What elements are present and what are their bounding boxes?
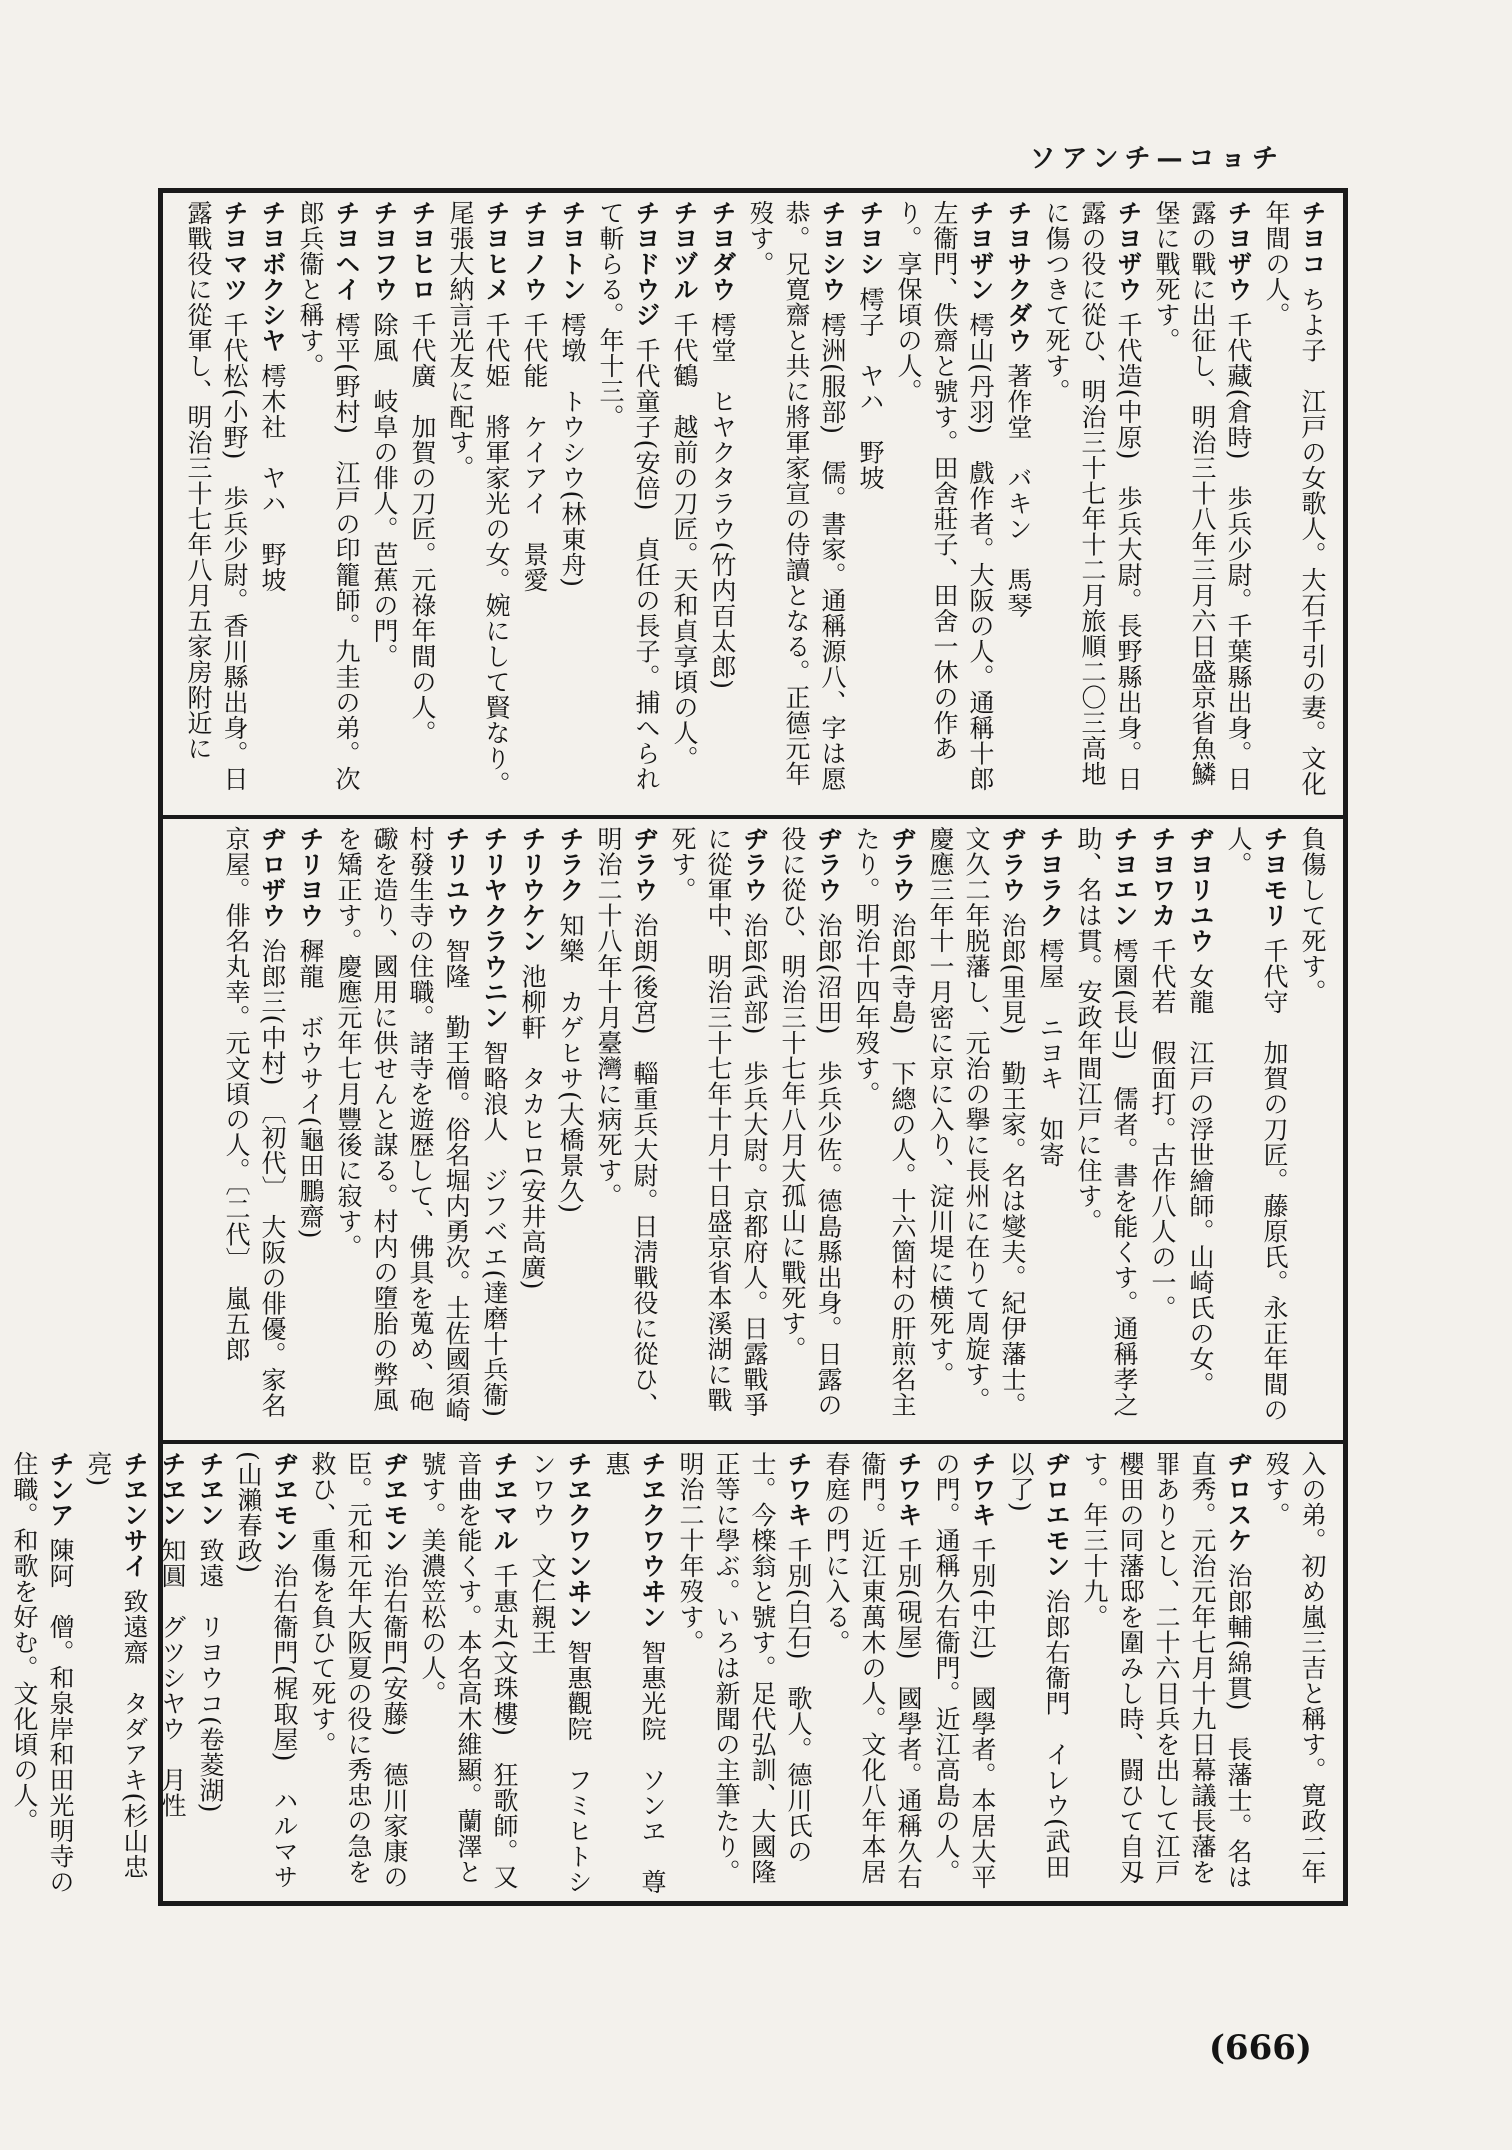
entry-text: 智惠光院 ソンヱ 尊惠	[602, 1451, 667, 1895]
entry-text: 樗子 ヤハ 野坡	[856, 286, 885, 491]
entry-column	[1148, 200, 1256, 808]
entry-text: 除風 岐阜の俳人。芭蕉の門。	[370, 312, 399, 669]
entry-column	[852, 200, 888, 808]
entry-column	[476, 826, 512, 1432]
entry-headword-kana: チヨトン	[558, 200, 587, 302]
entry-text: 樗墩 トウシウ(林東舟)	[558, 312, 587, 588]
entry-headword-kana: チヱン	[196, 1451, 225, 1528]
entry-headword-kana: チワキ	[894, 1451, 923, 1528]
entry-column	[6, 1451, 78, 1897]
entry-text: 千別(硯屋) 國學者。通稱久右衞門。近江東萬木の人。文化八年本居春庭の門に入る。	[822, 1451, 923, 1890]
entry-text: 治郎三(中村) 〔初代〕 大阪の俳優。家名京屋。俳名丸幸。元文頃の人。〔二代〕 嵐五郎	[222, 826, 287, 1419]
entry-headword-kana: チヨヒロ	[408, 200, 437, 302]
entry-text: ちよ子 江戸の女歌人。大石千引の妻。文化年間の人。	[1262, 200, 1327, 797]
entry-headword-kana: ヂラウ	[740, 826, 769, 903]
entry-text: 治右衞門(安藤) 德川家康の臣。元和元年大阪夏の役に秀忠の急を救ひ、重傷を負ひて死す。	[308, 1451, 409, 1890]
entry-text: 樗洲(服部) 儒。書家。通稱源八、字は愿恭。兄寛齋と共に將軍家宣の侍讀となる。正德元年歿す。	[746, 200, 847, 792]
entry-headword-kana: チヨヘイ	[332, 200, 361, 302]
entry-column	[1182, 826, 1218, 1432]
entry-text: 千代守 加賀の刀匠。藤原氏。永正年間の人。	[1224, 826, 1289, 1423]
entry-text: 樗園(長山) 儒者。書を能くす。通稱孝之助、名は貫。安政年間江戸に住す。	[1074, 826, 1139, 1418]
entry-text: 治郎(武部) 歩兵大尉。京都府人。日露戰爭に從軍中、明治三十七年十月十日盛京省本溪湖に戰死す。	[668, 826, 769, 1418]
entry-headword-kana: ヂラウ	[888, 826, 917, 903]
entry-headword-kana: チリユウ	[442, 826, 471, 928]
entry-headword-kana: チヨドウジ	[632, 200, 661, 328]
entry-text: 智惠觀院 フミヒトシンワウ 文仁親王	[528, 1451, 593, 1895]
entry-text: 治右衞門(梶取屋) ハルマサ(山瀨春政)	[234, 1451, 299, 1890]
entry-column	[664, 826, 772, 1432]
entry-text: 千代藏(倉時) 歩兵少尉。千葉縣出身。日露の戰に出征し、明治三十八年三月六日盛京省魚鱗堡に戰死す。	[1152, 200, 1253, 792]
entry-headword-kana: チヨフウ	[370, 200, 399, 302]
entry-headword-kana: ヂラウ	[998, 826, 1027, 903]
entry-column	[218, 826, 290, 1432]
entry-column	[742, 200, 850, 808]
entry-headword-kana: チヨモリ	[1260, 826, 1289, 928]
entry-text: 智略浪人 ジフベエ(達磨十兵衞)	[480, 1040, 509, 1418]
entry-headword-kana: チヨシウ	[818, 200, 847, 302]
entry-text: 知圓 グツシヤウ 月性	[158, 1537, 187, 1818]
entry-column	[1032, 826, 1068, 1432]
entry-column	[442, 200, 514, 808]
entry-text: 樗堂 ヒヤクタラウ(竹内百太郎)	[708, 312, 737, 690]
entry-text: 千惠丸(文珠樓) 狂歌師。又音曲を能くす。本名高木維顯。蘭澤と號す。美濃笠松の人。	[418, 1451, 519, 1890]
entry-column	[1258, 200, 1330, 808]
entry-text: 治郎(寺島) 下總の人。十六箇村の肝煎名主たり。明治十四年歿す。	[852, 826, 917, 1418]
entry-column	[1258, 1451, 1330, 1897]
entry-column	[514, 826, 550, 1432]
entry-column	[890, 200, 998, 808]
entry-text: 入の弟。初め嵐三吉と稱す。寛政二年歿す。	[1262, 1451, 1327, 1885]
entry-headword-kana: チヨザウ	[1224, 200, 1253, 302]
entry-text: 千代廣 加賀の刀匠。元祿年間の人。	[408, 312, 437, 746]
entry-column	[848, 826, 920, 1432]
entry-headword-kana: チリヤクラウニン	[480, 826, 509, 1030]
entry-headword-kana: チヱンサイ	[120, 1451, 149, 1579]
entry-text: 池柳軒 タカヒロ(安井高廣)	[518, 963, 547, 1291]
entry-text: 負傷して死す。	[1298, 826, 1327, 1005]
entry-headword-kana: チリヨウ	[296, 826, 325, 928]
entry-text: 穉龍 ボウサイ(龜田鵬齋)	[296, 938, 325, 1240]
entry-headword-kana: チヨボクシヤ	[258, 200, 287, 353]
entry-headword-kana: チワキ	[968, 1451, 997, 1528]
entry-text: 千代童子(安倍) 貞任の長子。捕へられて斬らる。年十三。	[596, 200, 661, 792]
entry-column	[192, 1451, 228, 1897]
entry-headword-kana: チリウケン	[518, 826, 547, 954]
section-bottom	[10, 1451, 1331, 1897]
entry-column	[1294, 826, 1330, 1432]
entry-column	[1076, 1451, 1256, 1897]
section-middle	[175, 826, 1331, 1432]
entry-column	[552, 826, 588, 1432]
entry-column	[366, 200, 402, 808]
entry-text: 致遠齋 タダアキ(杉山忠亮)	[84, 1451, 149, 1880]
entry-headword-kana: チヨヅル	[670, 200, 699, 302]
entry-text: 治郎(沼田) 歩兵少佐。德島縣出身。日露の役に從ひ、明治三十七年八月大孤山に戰死す。	[778, 826, 843, 1418]
entry-text: 治郎(里見) 勤王家。名は燮夫。紀伊藩士。文久二年脱藩し、元治の擧に長州に在りて周旋す。慶應三年十一月密に京に入り、淀川堤に横死す。	[926, 826, 1027, 1418]
entry-headword-kana: ヂラウ	[630, 826, 659, 903]
entry-column	[516, 200, 552, 808]
entry-text: 千代能 ケイアイ 景愛	[520, 312, 549, 593]
entry-column	[404, 200, 440, 808]
entry-headword-kana: チワキ	[784, 1451, 813, 1528]
entry-headword-kana: ヂヨリユウ	[1186, 826, 1215, 954]
entry-column	[774, 826, 846, 1432]
entry-column	[292, 200, 364, 808]
entry-text: 陳阿 僧。和泉岸和田光明寺の住職。和歌を好む。文化頃の人。	[10, 1451, 75, 1895]
entry-headword-kana: チヱクワンヰン	[564, 1451, 593, 1630]
entry-headword-kana: チヨラク	[1036, 826, 1065, 928]
entry-column	[254, 200, 290, 808]
entry-headword-kana: ヂロスケ	[1224, 1451, 1253, 1553]
entry-column	[1220, 826, 1292, 1432]
entry-column	[154, 1451, 190, 1897]
entry-text: 樗平(野村) 江戸の印籠師。九圭の弟。次郎兵衞と稱す。	[296, 200, 361, 792]
entry-column	[1144, 826, 1180, 1432]
entry-column	[818, 1451, 926, 1897]
entry-column	[704, 200, 740, 808]
entry-column	[414, 1451, 522, 1897]
entry-column	[598, 1451, 670, 1897]
entry-column	[590, 826, 662, 1432]
entry-column	[330, 826, 474, 1432]
entry-column	[180, 200, 252, 808]
entry-column	[80, 1451, 152, 1897]
entry-column	[672, 1451, 816, 1897]
entry-text: 千別(中江) 國學者。本居大平の門。通稱久右衞門。近江高島の人。	[932, 1451, 997, 1890]
entry-headword-kana: チンア	[46, 1451, 75, 1528]
entry-column	[304, 1451, 412, 1897]
entry-headword-kana: チヨザン	[966, 200, 995, 302]
entry-column	[292, 826, 328, 1432]
entry-headword-kana: ヂラウ	[814, 826, 843, 903]
entry-headword-kana: チヨワカ	[1148, 826, 1177, 928]
entry-column	[524, 1451, 596, 1897]
entry-column	[1002, 1451, 1074, 1897]
entry-headword-kana: ヂヱモン	[380, 1451, 409, 1553]
entry-text: 千別(白石) 歌人。德川氏の士。今檪翁と號す。足代弘訓、大國隆正等に學ぶ。いろは新聞の主筆たり。明治二十年歿す。	[676, 1451, 813, 1885]
entry-headword-kana: ヂロエモン	[1042, 1451, 1071, 1579]
entry-text: 樗木社 ヤハ 野坡	[258, 363, 287, 593]
entry-text: 著作堂 バキン 馬琴	[1004, 363, 1033, 618]
entry-text: 知樂 カゲヒサ(大橋景久)	[556, 912, 585, 1214]
entry-headword-kana: チヨダウ	[708, 200, 737, 302]
entry-text: 智隆 勤王僧。俗名堀内勇次。土佐國須崎村發生寺の住職。諸寺を遊歴して、佛具を蒐め、砲礮を造り、國用に供せんと謀る。村内の墮胎の弊風を矯正す。慶應元年七月豐後に寂す。	[334, 826, 471, 1423]
entry-headword-kana	[0, 1451, 1, 1553]
entry-headword-kana: チヱン	[158, 1451, 187, 1528]
entry-column	[592, 200, 664, 808]
running-head: ソアンチ—コョチ	[1029, 144, 1284, 174]
section-divider-2	[158, 1440, 1348, 1444]
entry-text: 樗山(丹羽) 戲作者。大阪の人。通稱十郎左衞門、佚齋と號す。田舍莊子、田舍一休の作あり。享保頃の人。	[894, 200, 995, 792]
entry-text: 治郎輔(綿貫) 長藩士。名は直秀。元治元年七月十九日幕議長藩を罪ありとし、二十六日兵を出して江戸櫻田の同藩邸を圍みし時、闘ひて自刄す。年三十九。	[1080, 1451, 1253, 1890]
section-top	[175, 200, 1331, 808]
entry-headword-kana: チヨコ	[1298, 200, 1327, 277]
entry-headword-kana: チヨマツ	[220, 200, 249, 302]
entry-column	[0, 1451, 4, 1897]
entry-column	[922, 826, 1030, 1432]
entry-text: 千代松(小野) 歩兵少尉。香川縣出身。日露戰役に從軍し、明治三十七年八月五家房附近に	[184, 200, 249, 792]
entry-text: 致遠 リヨウコ(卷菱湖)	[196, 1537, 225, 1814]
entry-headword-kana: チヨザウ	[1114, 200, 1143, 302]
entry-column	[928, 1451, 1000, 1897]
entry-text: 千代若 假面打。古作八人の一。	[1148, 938, 1177, 1321]
entry-text: 千代造(中原) 歩兵大尉。長野縣出身。日露の役に從ひ、明治三十七年十二月旅順二〇三高地に傷つきて死す。	[1042, 200, 1143, 792]
page-number: (666)	[1208, 2028, 1312, 2068]
entry-text: 治郎右衞門 イレウ(武田以了)	[1006, 1451, 1071, 1880]
entry-headword-kana: チヨノウ	[520, 200, 549, 302]
entry-column	[554, 200, 590, 808]
entry-headword-kana: チヨエン	[1110, 826, 1139, 928]
entry-column	[1000, 200, 1036, 808]
entry-text: 女龍 江戸の浮世繪師。山崎氏の女。	[1186, 963, 1215, 1397]
entry-headword-kana: ヂロザウ	[258, 826, 287, 928]
entry-headword-kana: チヨシ	[856, 200, 885, 277]
entry-column	[1038, 200, 1146, 808]
entry-text: 千代鶴 越前の刀匠。天和貞享頃の人。	[670, 312, 699, 771]
entry-text: 千代姫 將軍家光の女。婉にして賢なり。尾張大納言光友に配す。	[446, 200, 511, 797]
entry-column	[666, 200, 702, 808]
entry-headword-kana: チヱマル	[490, 1451, 519, 1553]
entry-text: 樗屋 ニヨキ 如寄	[1036, 938, 1065, 1168]
section-divider-1	[158, 815, 1348, 819]
entry-headword-kana: チヨサクダウ	[1004, 200, 1033, 353]
entry-headword-kana: ヂヱモン	[270, 1451, 299, 1553]
entry-text: 治朗(後宮) 輜重兵大尉。日淸戰役に從ひ、明治二十八年十月臺灣に病死す。	[594, 826, 659, 1418]
entry-headword-kana: チヨヒメ	[482, 200, 511, 302]
entry-headword-kana: チラク	[556, 826, 585, 903]
entry-column	[1070, 826, 1142, 1432]
entry-column	[230, 1451, 302, 1897]
entry-headword-kana: チヱクワウヰン	[638, 1451, 667, 1630]
